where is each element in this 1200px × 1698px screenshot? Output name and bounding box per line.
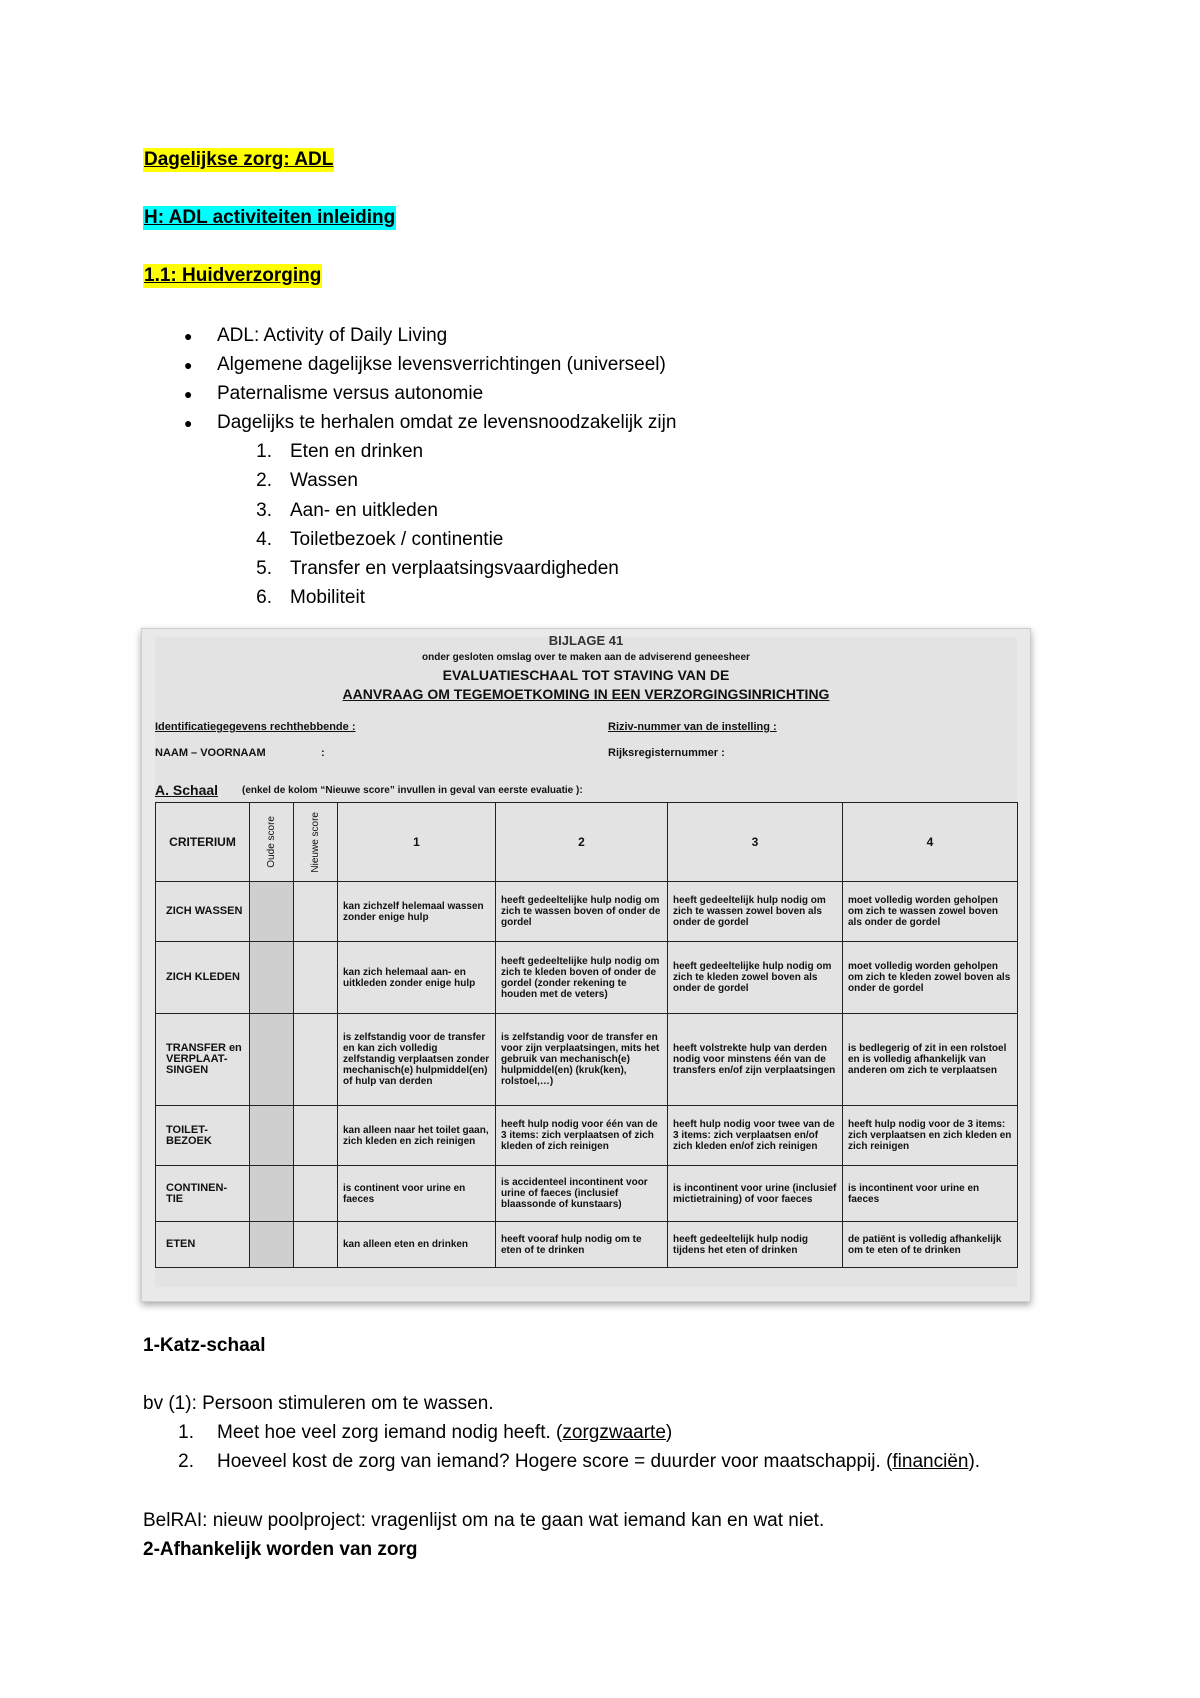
katz-item-zorgzwaarte [217,1421,672,1445]
list-item: Eten en drinken [290,441,424,462]
table-cell: is zelfstandig voor de transfer en voor zijn verplaatsingen, mits het gebruik van mechanisch(e) hulpmiddel(en) (kruk(ken), rolstoel,…) [496,1014,668,1106]
header-col-1: 1 [338,803,496,882]
row-criterium: ETEN [156,1222,250,1268]
table-cell: is zelfstandig voor de transfer en kan zich volledig zelfstandig verplaatsen zonder mechanisch(e) hulpmiddel(en) of hulp van derden [338,1014,496,1106]
row-criterium: TOILET-BEZOEK [156,1106,250,1166]
header-oude-score-label: Oude score [266,816,277,868]
table-header-row [156,803,1018,882]
table-row [156,942,1018,1014]
table-cell: heeft gedeeltelijke hulp nodig om zich te kleden boven of onder de gordel (zonder rekening te houden met de veters) [496,942,668,1014]
katz-example [143,1392,494,1416]
table-cell: kan alleen eten en drinken [338,1222,496,1268]
header-nieuwe-score [294,803,338,882]
zorgzwaarte-term: zorgzwaarte [562,1422,666,1443]
list-number: 1. [178,1422,194,1443]
list-item: Mobiliteit [290,587,365,608]
form-schaal-label: A. Schaal [155,782,219,798]
table-cell: de patiënt is volledig afhankelijk om te eten of te drinken [843,1222,1018,1268]
table-cell: is incontinent voor urine en faeces [843,1166,1018,1222]
nieuwe-score-cell [294,1106,338,1166]
evaluation-form-image [141,628,1031,1302]
form-schaal-note: (enkel de kolom “Nieuwe score” invullen in geval van eerste evaluatie ): [242,785,583,796]
afhankelijk-heading: 2-Afhankelijk worden van zorg [143,1539,418,1560]
table-cell: heeft hulp nodig voor twee van de 3 items: zich verplaatsen en/of zich kleden en/of zich reinigen [668,1106,843,1166]
list-number: 6. [256,587,272,608]
header-col-3: 3 [668,803,843,882]
table-cell: heeft vooraf hulp nodig om te eten of te drinken [496,1222,668,1268]
financien-term: financiën [892,1451,969,1472]
oude-score-cell [250,1014,294,1106]
list-number: 5. [256,558,272,579]
list-number: 4. [256,529,272,550]
table-cell: heeft gedeeltelijk hulp nodig tijdens het eten of drinken [668,1222,843,1268]
table-cell: is bedlegerig of zit in een rolstoel en is volledig afhankelijk van anderen om zich te verplaatsen [843,1014,1018,1106]
nieuwe-score-cell [294,1222,338,1268]
row-criterium: ZICH WASSEN [156,882,250,942]
table-row [156,882,1018,942]
list-item: Transfer en verplaatsingsvaardigheden [290,558,619,579]
oude-score-cell [250,882,294,942]
header-col-4: 4 [843,803,1018,882]
row-criterium: CONTINEN-TIE [156,1166,250,1222]
table-cell: moet volledig worden geholpen om zich te kleden zowel boven als onder de gordel [843,942,1018,1014]
bullet-icon: ● [184,357,193,373]
katz-heading: 1-Katz-schaal [143,1335,266,1356]
oude-score-cell [250,1166,294,1222]
bullet-item: Dagelijks te herhalen omdat ze levensnoodzakelijk zijn [217,412,677,433]
heading-adl-activiteiten: H: ADL activiteiten inleiding [144,207,396,228]
bullet-item: Algemene dagelijkse levensverrichtingen (universeel) [217,354,666,375]
form-riziv-label: Riziv-nummer van de instelling : [608,721,777,733]
form-naam-label: NAAM – VOORNAAM [155,747,266,759]
bullet-item: ADL: Activity of Daily Living [217,325,448,346]
header-col-2: 2 [496,803,668,882]
oude-score-cell [250,1106,294,1166]
table-row [156,1166,1018,1222]
header-oude-score [250,803,294,882]
nieuwe-score-cell [294,1014,338,1106]
form-naam-colon: : [321,747,325,759]
table-row [156,1106,1018,1166]
oude-score-cell [250,1222,294,1268]
katz-item-end: ) [665,1422,673,1443]
nieuwe-score-cell [294,882,338,942]
bullet-item: Paternalisme versus autonomie [217,383,484,404]
heading-huidverzorging: 1.1: Huidverzorging [144,265,322,286]
table-cell: is accidenteel incontinent voor urine of faeces (inclusief blaassonde of kunstaars) [496,1166,668,1222]
nieuwe-score-cell [294,1166,338,1222]
table-cell: heeft hulp nodig voor de 3 items: zich verplaatsen en zich kleden en zich reinigen [843,1106,1018,1166]
katz-item-financien [217,1450,980,1474]
table-cell: heeft hulp nodig voor één van de 3 items: zich verplaatsen of zich kleden of zich reinigen [496,1106,668,1166]
table-cell: heeft gedeeltelijke hulp nodig om zich te kleden zowel boven als onder de gordel [668,942,843,1014]
katz-item-text: Meet hoe veel zorg iemand nodig heeft. ( [217,1422,563,1443]
list-number: 2. [178,1451,194,1472]
table-cell: heeft gedeeltelijk hulp nodig om zich te wassen zowel boven als onder de gordel [668,882,843,942]
belrai-text: BelRAI: nieuw poolproject: vragenlijst om na te gaan wat iemand kan en wat niet. [143,1510,825,1531]
heading-dagelijkse-zorg: Dagelijkse zorg: ADL [144,149,334,170]
list-number: 3. [256,500,272,521]
table-row [156,1222,1018,1268]
katz-scale-table [155,802,1018,1268]
table-cell: heeft volstrekte hulp van derden nodig voor minstens één van de transfers en/of zijn verplaatsingen [668,1014,843,1106]
katz-example-text: Persoon stimuleren om te wassen. [202,1393,494,1414]
list-item: Wassen [290,470,358,491]
table-row [156,1014,1018,1106]
form-title-line1: EVALUATIESCHAAL TOT STAVING VAN DE [442,667,730,683]
form-bijlage: BIJLAGE 41 [548,633,624,648]
bullet-icon: ● [184,386,193,402]
form-id-label: Identificatiegegevens rechthebbende : [155,721,356,733]
form-rijks-label: Rijksregisternummer : [608,747,725,759]
katz-item-end: ). [968,1451,981,1472]
nieuwe-score-cell [294,942,338,1014]
oude-score-cell [250,942,294,1014]
table-cell: kan zichzelf helemaal wassen zonder enige hulp [338,882,496,942]
list-item: Aan- en uitkleden [290,500,438,521]
table-cell: is incontinent voor urine (inclusief mictietraining) of voor faeces [668,1166,843,1222]
table-cell: kan alleen naar het toilet gaan, zich kleden en zich reinigen [338,1106,496,1166]
table-cell: kan zich helemaal aan- en uitkleden zonder enige hulp [338,942,496,1014]
table-cell: heeft gedeeltelijke hulp nodig om zich te wassen boven of onder de gordel [496,882,668,942]
table-cell: moet volledig worden geholpen om zich te wassen zowel boven als onder de gordel [843,882,1018,942]
katz-item-text: Hoeveel kost de zorg van iemand? Hogere score = duurder voor maatschappij. ( [217,1451,893,1472]
row-criterium: TRANSFER en VERPLAAT-SINGEN [156,1014,250,1106]
header-nieuwe-score-label: Nieuwe score [310,811,321,873]
bullet-icon: ● [184,328,193,344]
katz-example-prefix: bv (1): [143,1393,203,1414]
form-subtitle: onder gesloten omslag over te maken aan de adviserend geneesheer [422,652,750,663]
list-item: Toiletbezoek / continentie [290,529,504,550]
list-number: 1. [256,441,272,462]
header-criterium: CRITERIUM [156,803,250,882]
list-number: 2. [256,470,272,491]
form-title-line2: AANVRAAG OM TEGEMOETKOMING IN EEN VERZORGINGSINRICHTING [342,686,830,702]
bullet-icon: ● [184,415,193,431]
table-cell: is continent voor urine en faeces [338,1166,496,1222]
row-criterium: ZICH KLEDEN [156,942,250,1014]
